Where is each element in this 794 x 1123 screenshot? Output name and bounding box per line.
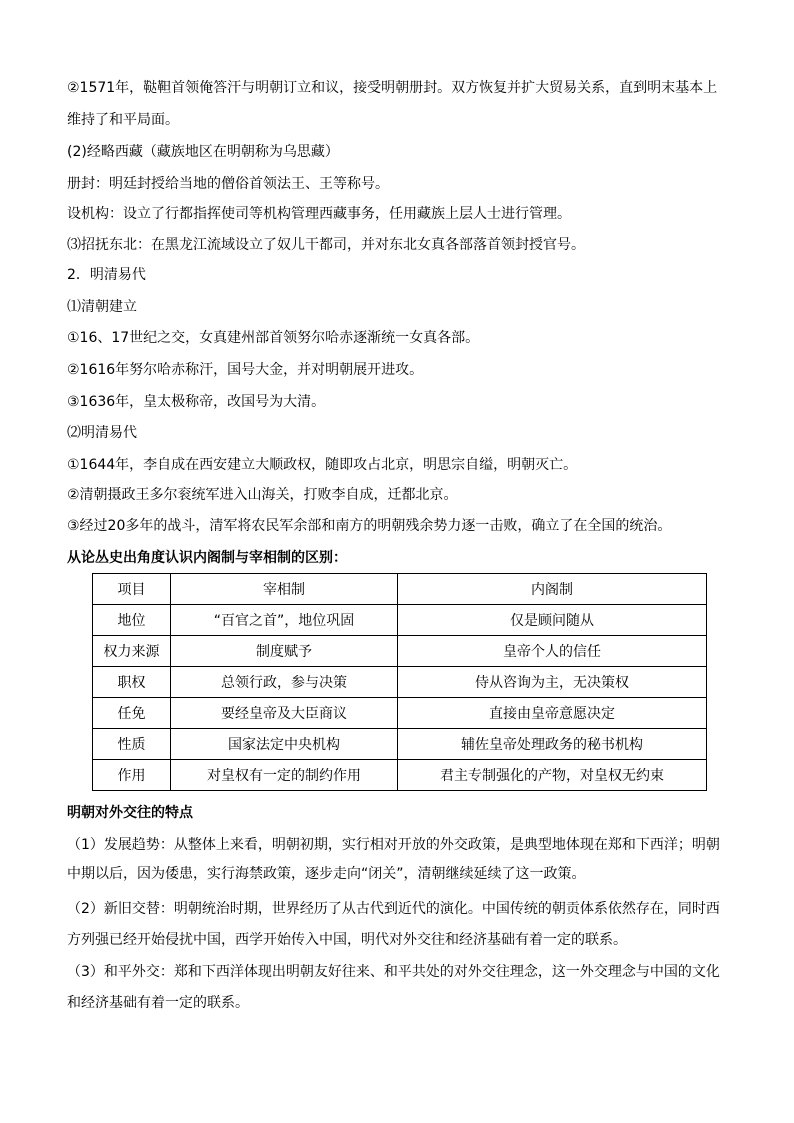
table-header-row [93,574,707,605]
table-cell: 作用 [93,760,171,791]
text-line: ②清朝摄政王多尔衮统军进入山海关，打败李自成，迁都北京。 [67,487,458,503]
text-line: （3）和平外交：郑和下西洋体现出明朝友好往来、和平共处的对外交往理念，这一外交理念与中国的文化 [67,964,720,980]
table-row [93,667,707,698]
comparison-table [92,573,707,791]
table-cell: 仅是顾问随从 [398,605,707,636]
table-heading: 从论丛史出角度认识内阁制与宰相制的区别： [67,550,347,566]
text-line: （1）发展趋势：从整体上来看，明朝初期，实行相对开放的外交政策，是典型地体现在郑和下西洋；明朝 [67,837,720,853]
table-cell: 任免 [93,698,171,729]
table-row [93,605,707,636]
table-cell: 直接由皇帝意愿决定 [398,698,707,729]
table-cell: 制度赋予 [171,636,398,667]
table-row [93,729,707,760]
table-header-cell: 项目 [93,574,171,605]
text-line: 维持了和平局面。 [67,112,179,128]
table-cell: 性质 [93,729,171,760]
table-cell: 权力来源 [93,636,171,667]
text-line: ②1616年努尔哈赤称汗，国号大金，并对明朝展开进攻。 [67,362,424,378]
text-line: 2．明清易代 [67,267,146,283]
table-cell: 君主专制强化的产物，对皇权无约束 [398,760,707,791]
table-cell: 地位 [93,605,171,636]
table-header-cell: 宰相制 [171,574,398,605]
table-cell: 对皇权有一定的制约作用 [171,760,398,791]
text-line: 方列强已经开始侵扰中国，西学开始传入中国，明代对外交往和经济基础有着一定的联系。 [67,932,627,948]
text-line: ①1644年，李自成在西安建立大顺政权，随即攻占北京，明思宗自缢，明朝灭亡。 [67,457,578,473]
text-line: （2）新旧交替：明朝统治时期，世界经历了从古代到近代的演化。中国传统的朝贡体系依然存在，同时西 [67,901,720,917]
text-line: ①16、17世纪之交，女真建州部首领努尔哈赤逐渐统一女真各部。 [67,330,480,346]
table-cell: 总领行政，参与决策 [171,667,398,698]
table-header-cell: 内阁制 [398,574,707,605]
table-cell: 职权 [93,667,171,698]
table-cell: 要经皇帝及大臣商议 [171,698,398,729]
text-line: ②1571年，鞑靼首领俺答汗与明朝订立和议，接受明朝册封。双方恢复并扩大贸易关系，直到明末基本上 [67,80,718,96]
section-heading: 明朝对外交往的特点 [67,805,193,821]
text-line: ③1636年，皇太极称帝，改国号为大清。 [67,394,326,410]
text-line: (2)经略西藏（藏族地区在明朝称为乌思藏） [67,144,339,160]
text-line: ⑶招抚东北：在黑龙江流域设立了奴儿干都司，并对东北女真各部落首领封授官号。 [67,237,585,253]
table-cell: 辅佐皇帝处理政务的秘书机构 [398,729,707,760]
text-line: 设机构：设立了行都指挥使司等机构管理西藏事务，任用藏族上层人士进行管理。 [67,206,571,222]
table-row [93,636,707,667]
table-row [93,698,707,729]
table-cell: 侍从咨询为主，无决策权 [398,667,707,698]
text-line: ③经过20多年的战斗，清军将农民军余部和南方的明朝残余势力逐一击败，确立了在全国的统治。 [67,518,672,534]
text-line: 中期以后，因为倭患，实行海禁政策，逐步走向“闭关”，清朝继续延续了这一政策。 [67,866,586,882]
table-row [93,760,707,791]
table-cell: 皇帝个人的信任 [398,636,707,667]
text-line: 册封：明廷封授给当地的僧俗首领法王、王等称号。 [67,176,389,192]
table-cell: 国家法定中央机构 [171,729,398,760]
text-line: 和经济基础有着一定的联系。 [67,995,249,1011]
text-line: ⑴清朝建立 [67,299,137,315]
text-line: ⑵明清易代 [67,425,137,441]
table-cell: “百官之首”，地位巩固 [171,605,398,636]
